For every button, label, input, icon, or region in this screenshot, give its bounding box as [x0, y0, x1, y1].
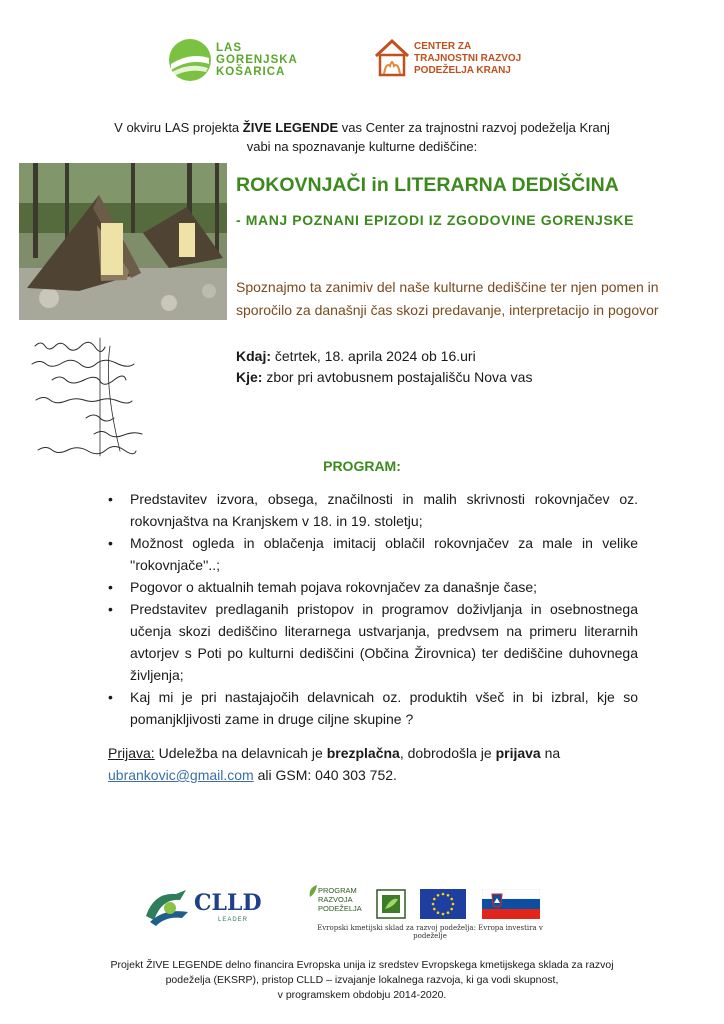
las-logo-line: LAS [216, 42, 242, 54]
signup-text: , dobrodošla je [399, 745, 496, 761]
where-label: Kje: [236, 369, 263, 385]
las-gorenjska-kosarica-logo [168, 38, 318, 88]
eu-flag-icon [420, 889, 466, 919]
intro-line2: vabi na spoznavanje kulturne dediščine: [246, 139, 478, 154]
program-item: • Predstavitev izvora, obsega, značilnosti in malih skrivnosti rokovnjačev oz. rokovnjaštva na Kranjskem v 18. in 19. stoletju; [108, 488, 638, 532]
program-item: • Možnost ogleda in oblačenja imitacij oblačil rokovnjačev za male in velike ''rokovnjače''..; [108, 532, 638, 576]
when-label: Kdaj: [236, 348, 271, 364]
program-razvoja-podezelja-logo [308, 884, 370, 928]
ctrp-logo-line: TRAJNOSTNI RAZVOJ [414, 53, 522, 64]
ctrp-kranj-logo [372, 36, 542, 86]
lead-text: Spoznajmo ta zanimiv del naše kulturne dediščine ter njen pomen in sporočilo za današnji čas skozi predavanje, interpretacijo in pogovor [236, 279, 659, 318]
clld-text: CLLD [194, 890, 262, 916]
where-value: zbor pri avtobusnem postajališču Nova vas [262, 369, 533, 385]
ctrp-logo-line: PODEŽELJA KRANJ [414, 65, 511, 76]
signup-info [108, 742, 648, 786]
signup-text: na [540, 745, 561, 761]
program-list [108, 488, 638, 730]
clld-leader-logo [142, 884, 278, 930]
footer-line: v programskem obdobju 2014-2020. [277, 989, 447, 1001]
signup-label: Prijava: [108, 745, 155, 761]
when-row [236, 346, 706, 367]
signup-word: prijava [495, 745, 541, 761]
email-link[interactable]: ubrankovic@gmail.com [108, 767, 254, 783]
intro-text [60, 118, 664, 156]
eu-fund-caption: Evropski kmetijski sklad za razvoj podeželja: Evropa investira v podeželje [317, 924, 543, 940]
las-logo-line: KOŠARICA [216, 66, 286, 78]
leaf-icon [308, 884, 318, 898]
prp-line: RAZVOJA [318, 895, 353, 904]
free-label: brezplačna [326, 745, 400, 761]
leader-emblem-icon [376, 889, 406, 919]
intro-after: vas Center za trajnostni razvoj podeželja Kranj [338, 120, 610, 135]
las-circle-icon [168, 38, 212, 82]
program-item: • Predstavitev predlaganih pristopov in programov doživljanja in osebnostnega učenja skozi dediščino literarnega ustvarjanja, predvsem na primeru literarnih avtorjev s Poti po kulturni dediščini (Občina Žirovnica) ter dediščine duhovnega življenja; [108, 598, 638, 686]
handwritten-manuscript-image [30, 336, 230, 461]
signup-text: Udeležba na delavnicah je [154, 745, 327, 761]
event-subtitle: - MANJ POZNANI EPIZODI IZ ZGODOVINE GORENJSKE [236, 212, 635, 228]
program-item: • Kaj mi je pri nastajajočih delavnicah oz. produktih všeč in bi izbral, kje so pomanjkljivosti zame in druge ciljne skupine ? [108, 686, 638, 730]
las-logo-line: GORENJSKA [216, 54, 298, 66]
program-item: • Pogovor o aktualnih temah pojava rokovnjačev za današnje čase; [108, 576, 638, 598]
slovenia-flag-icon [482, 889, 540, 919]
footer-line: Projekt ŽIVE LEGENDE delno financira Evropska unija iz sredstev Evropskega kmetijskega sklada za razvoj [110, 959, 614, 971]
project-name: ŽIVE LEGENDE [242, 120, 339, 135]
ctrp-logo-line: CENTER ZA [414, 41, 472, 52]
house-hands-icon [372, 36, 412, 78]
program-heading: PROGRAM: [323, 458, 401, 474]
prp-line: PROGRAM [318, 886, 357, 895]
phone-text: ali GSM: 040 303 752. [253, 767, 397, 783]
when-value: četrtek, 18. aprila 2024 ob 16.uri [271, 348, 476, 364]
where-row [236, 367, 706, 388]
intro-before: V okviru LAS projekta [114, 120, 243, 135]
event-details [236, 346, 706, 388]
funding-footer [90, 958, 634, 1003]
clld-icon [142, 886, 192, 928]
prp-line: PODEŽELJA [318, 904, 362, 913]
rokovnjaci-huts-photo [19, 163, 227, 320]
leader-text: LEADER [218, 917, 249, 923]
footer-line: podeželja (EKSRP), pristop CLLD – izvajanje lokalnega razvoja, ki ga vodi skupnost, [165, 974, 559, 986]
event-title: ROKOVNJAČI in LITERARNA DEDIŠČINA [236, 174, 619, 196]
